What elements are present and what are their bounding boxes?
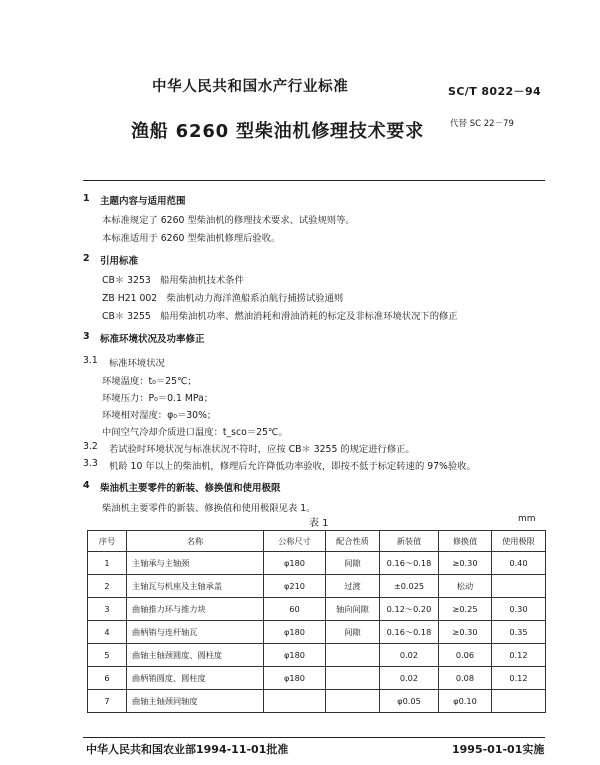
cell-name: 曲柄销与连杆轴瓦 [127,621,264,644]
cell-name: 曲轴主轴颈同轴度 [127,690,264,713]
cell-nominal-size: φ180 [264,644,326,667]
cell-index: 2 [88,575,127,598]
cell-name: 主轴瓦与机座及主轴承盖 [127,575,264,598]
cell-index: 1 [88,552,127,575]
cell-fit-type: 轴向间隙 [326,598,380,621]
table-header-row [88,531,546,552]
header-name: 名称 [127,531,264,552]
cell-replace-value: ≥0.30 [439,552,492,575]
section-1-line-2: 本标准适用于 6260 型柴油机修理后验收。 [102,233,281,244]
section-4-title: 柴油机主要零件的新装、修换值和使用极限 [100,483,281,494]
section-3-2-number: 3.2 [83,441,98,452]
cell-nominal-size [264,690,326,713]
section-3-3-text: 机龄 10 年以上的柴油机，修理后允许降低功率验收，即按不低于标定转速的 97%验收。 [109,461,476,472]
cell-replace-value: φ0.10 [439,690,492,713]
approval-note: 中华人民共和国农业部1994-11-01批准 [86,743,289,756]
cell-fit-type [326,667,380,690]
env-temperature: 环境温度：t₀＝25℃； [102,376,197,387]
section-1-title: 主题内容与适用范围 [100,196,186,207]
section-2-number: 2 [83,253,90,264]
parts-table [87,530,546,713]
section-1-line-1: 本标准规定了 6260 型柴油机的修理技术要求、试验规则等。 [102,215,355,226]
section-3-2-text: 若试验时环境状况与标准状况不符时，应按 CB＊ 3255 的规定进行修正。 [109,444,415,455]
header-service-limit: 使用极限 [492,531,546,552]
cell-index: 5 [88,644,127,667]
cell-replace-value: 松动 [439,575,492,598]
cell-service-limit [492,690,546,713]
cell-replace-value: 0.08 [439,667,492,690]
cell-new-value: 0.02 [380,667,439,690]
table-unit: mm [518,514,536,524]
cell-fit-type [326,644,380,667]
intercooler-temperature: 中间空气冷却介质进口温度：t_sco＝25℃。 [102,427,288,438]
env-pressure: 环境压力：P₀＝0.1 MPa； [102,393,214,404]
section-1-number: 1 [83,193,90,204]
cell-nominal-size: 60 [264,598,326,621]
footer-divider [83,737,545,738]
section-3-1-number: 3.1 [83,355,98,366]
section-3-3-number: 3.3 [83,458,98,469]
cell-index: 4 [88,621,127,644]
cell-name: 曲轴主轴颈圆度、圆柱度 [127,644,264,667]
cell-service-limit [492,575,546,598]
section-3-1-title: 标准环境状况 [109,358,165,369]
table-row [88,690,546,713]
header-divider [83,180,545,181]
header-fit-type: 配合性质 [326,531,380,552]
cell-new-value: ±0.025 [380,575,439,598]
replaces-note: 代替 SC 22－79 [450,119,514,129]
cell-name: 主轴承与主轴颈 [127,552,264,575]
header-new-value: 新装值 [380,531,439,552]
cell-new-value: 0.12～0.20 [380,598,439,621]
cell-new-value: 0.16～0.18 [380,552,439,575]
cell-fit-type [326,690,380,713]
section-2-title: 引用标准 [100,256,139,267]
cell-new-value: φ0.05 [380,690,439,713]
env-humidity: 环境相对湿度：φ₀＝30%； [102,410,217,421]
cell-fit-type: 过渡 [326,575,380,598]
cell-nominal-size: φ180 [264,667,326,690]
cell-service-limit: 0.30 [492,598,546,621]
document-title: 渔船 6260 型柴油机修理技术要求 [131,121,425,142]
cell-index: 3 [88,598,127,621]
header-index: 序号 [88,531,127,552]
cell-name: 曲柄销圆度、圆柱度 [127,667,264,690]
cell-replace-value: ≥0.25 [439,598,492,621]
table-row [88,621,546,644]
standard-code: SC/T 8022－94 [448,85,542,98]
cell-service-limit: 0.35 [492,621,546,644]
header-nominal-size: 公称尺寸 [264,531,326,552]
cell-name: 曲轴推力环与推力块 [127,598,264,621]
cell-replace-value: ≥0.30 [439,621,492,644]
cell-fit-type: 间隙 [326,552,380,575]
table-row [88,644,546,667]
cell-new-value: 0.02 [380,644,439,667]
section-4-number: 4 [83,480,90,491]
cell-replace-value: 0.06 [439,644,492,667]
cell-service-limit: 0.12 [492,667,546,690]
table-row [88,667,546,690]
section-3-number: 3 [83,331,90,342]
cell-nominal-size: φ180 [264,621,326,644]
reference-1: CB＊ 3253 船用柴油机技术条件 [102,275,244,286]
table-row [88,598,546,621]
cell-index: 7 [88,690,127,713]
reference-2: ZB H21 002 柴油机动力海洋渔船系泊航行捕捞试验通则 [102,293,344,304]
section-3-title: 标准环境状况及功率修正 [100,334,205,345]
cell-service-limit: 0.12 [492,644,546,667]
standard-title: 中华人民共和国水产行业标准 [152,79,349,95]
cell-index: 6 [88,667,127,690]
section-4-intro: 柴油机主要零件的新装、修换值和使用极限见表 1。 [102,503,316,514]
cell-new-value: 0.16～0.18 [380,621,439,644]
cell-fit-type: 间隙 [326,621,380,644]
table-row [88,575,546,598]
cell-nominal-size: φ180 [264,552,326,575]
reference-3: CB＊ 3255 船用柴油机功率、燃油消耗和滑油消耗的标定及非标准环境状况下的修正 [102,311,458,322]
table-row [88,552,546,575]
cell-service-limit: 0.40 [492,552,546,575]
header-replace-value: 修换值 [439,531,492,552]
implementation-date: 1995-01-01实施 [452,743,545,756]
table-caption: 表 1 [309,518,329,529]
cell-nominal-size: φ210 [264,575,326,598]
